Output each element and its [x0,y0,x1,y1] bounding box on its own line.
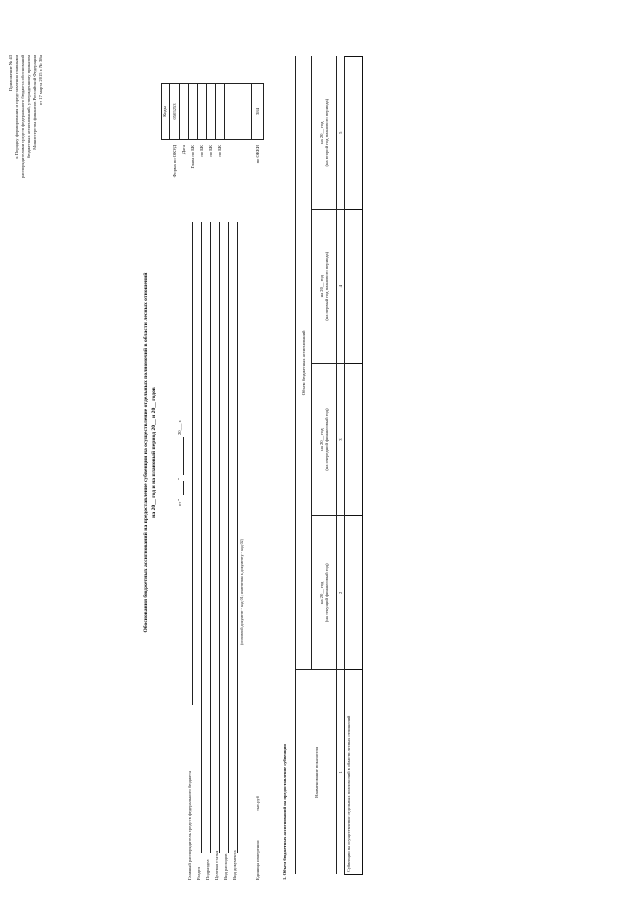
field-razdel: Раздел [196,867,201,880]
appendix-line-3: распорядителями средств федерального бюджета обоснований [20,55,25,179]
codes-header: Коды [162,106,167,117]
header-year-plan-1 [312,209,337,363]
year-plan2-sub: (на второй год планового периода) [324,98,329,167]
header-year-plan-2 [312,57,337,210]
code-label-glava: Глава по БК [190,145,195,169]
field-vid-raskhodov: Вид расходов [223,853,228,880]
row-value-5 [345,57,363,210]
header-year-next [312,363,337,516]
code-label-po-bk-2: по БК [208,145,213,157]
codes-rule-3 [188,83,189,140]
year-plan2-label: на 20__ год [319,121,324,144]
date-mid: " [177,478,182,480]
field-glavny-rasporyaditel: Главный распорядитель средств федерального бюджета [187,770,192,880]
appendix-line-1: Приложение № 43 [8,55,13,91]
code-okud-value: 0505253 [172,103,177,120]
field-line-celevaya [219,222,220,853]
appendix-line-6: от 17 марта 2015 г. № 38н [38,55,43,106]
table-row [345,57,363,875]
field-podrazdel: Подраздел [205,859,210,880]
col-num-1: 1 [337,670,345,875]
field-line-glavny [192,222,193,705]
code-label-date: Дата [181,145,186,155]
year-next-sub: (на очередной финансовый год) [324,408,329,471]
field-line-vid-raskhodov [228,222,229,853]
code-label-po-bk-1: по БК [199,145,204,157]
col-num-2: 2 [337,516,345,670]
row-value-4 [345,209,363,363]
unit-value: тыс.руб [255,795,260,811]
field-line-vid-dokumenta [237,222,238,853]
year-plan1-sub: (на первый год планового периода) [324,251,329,321]
row-value-2 [345,516,363,670]
date-day-line [183,481,184,495]
row-subvention-label: Субвенции на осуществление отдельных полномочий в области лесных отношений [345,670,363,875]
codes-rule-5 [206,83,207,140]
budget-table [295,56,363,875]
year-current-sub: (на текущий финансовый год) [324,563,329,623]
row-value-3 [345,363,363,516]
unit-label: Единица измерения: [255,840,260,880]
field-line-razdel [201,222,202,853]
code-label-po-bk-3: по БК [217,145,222,157]
field-celevaya-statya: Целевая статья [214,850,219,880]
appendix-line-2: к Порядку формирования и представления главными [14,55,19,159]
field-line-podrazdel [210,222,211,853]
header-year-current [312,516,337,670]
col-num-5: 5 [337,57,345,210]
year-next-label: на 20__ год [319,428,324,451]
section-1-title: 1. Объем бюджетных ассигнований на предоставление субвенции [282,744,287,880]
header-indicator-name: Наименование показателя [296,670,337,875]
header-budget-volume: Объем бюджетных ассигнований [296,57,312,670]
date-suffix: 20___ г. [177,419,182,435]
form-subtitle: на 20__ год и на плановый период 20__ и 20__ годов [151,387,157,518]
code-okei-value: 384 [255,108,260,115]
col-num-3: 3 [337,363,345,516]
year-current-label: на 20__ год [319,581,324,604]
form-title: Обоснования бюджетных ассигнований на предоставление субвенции на осуществление отдельных полномочий в области лесных отношений [143,272,149,633]
year-plan1-label: на 20__ год [319,275,324,298]
codes-rule-1 [169,83,170,140]
date-month-line [183,437,184,475]
codes-rule-7 [224,83,225,140]
codes-rule-4 [197,83,198,140]
appendix-line-4: бюджетных ассигнований, утвержденному приказом [26,55,31,159]
appendix-line-5: Министерства финансов Российской Федерации [32,55,37,150]
code-label-okud: Форма по ОКУД [172,145,177,178]
codes-rule-6 [215,83,216,140]
codes-rule-8 [251,83,252,140]
field-vid-dokumenta: Вид документа [232,850,237,880]
codes-rule-2 [179,83,180,140]
col-num-4: 4 [337,209,345,363]
date-prefix: от " [177,498,182,506]
doc-type-note: (основной документ - код 01; изменения к документу - код 02) [239,539,244,645]
code-label-okei: по ОКЕИ [255,145,260,164]
